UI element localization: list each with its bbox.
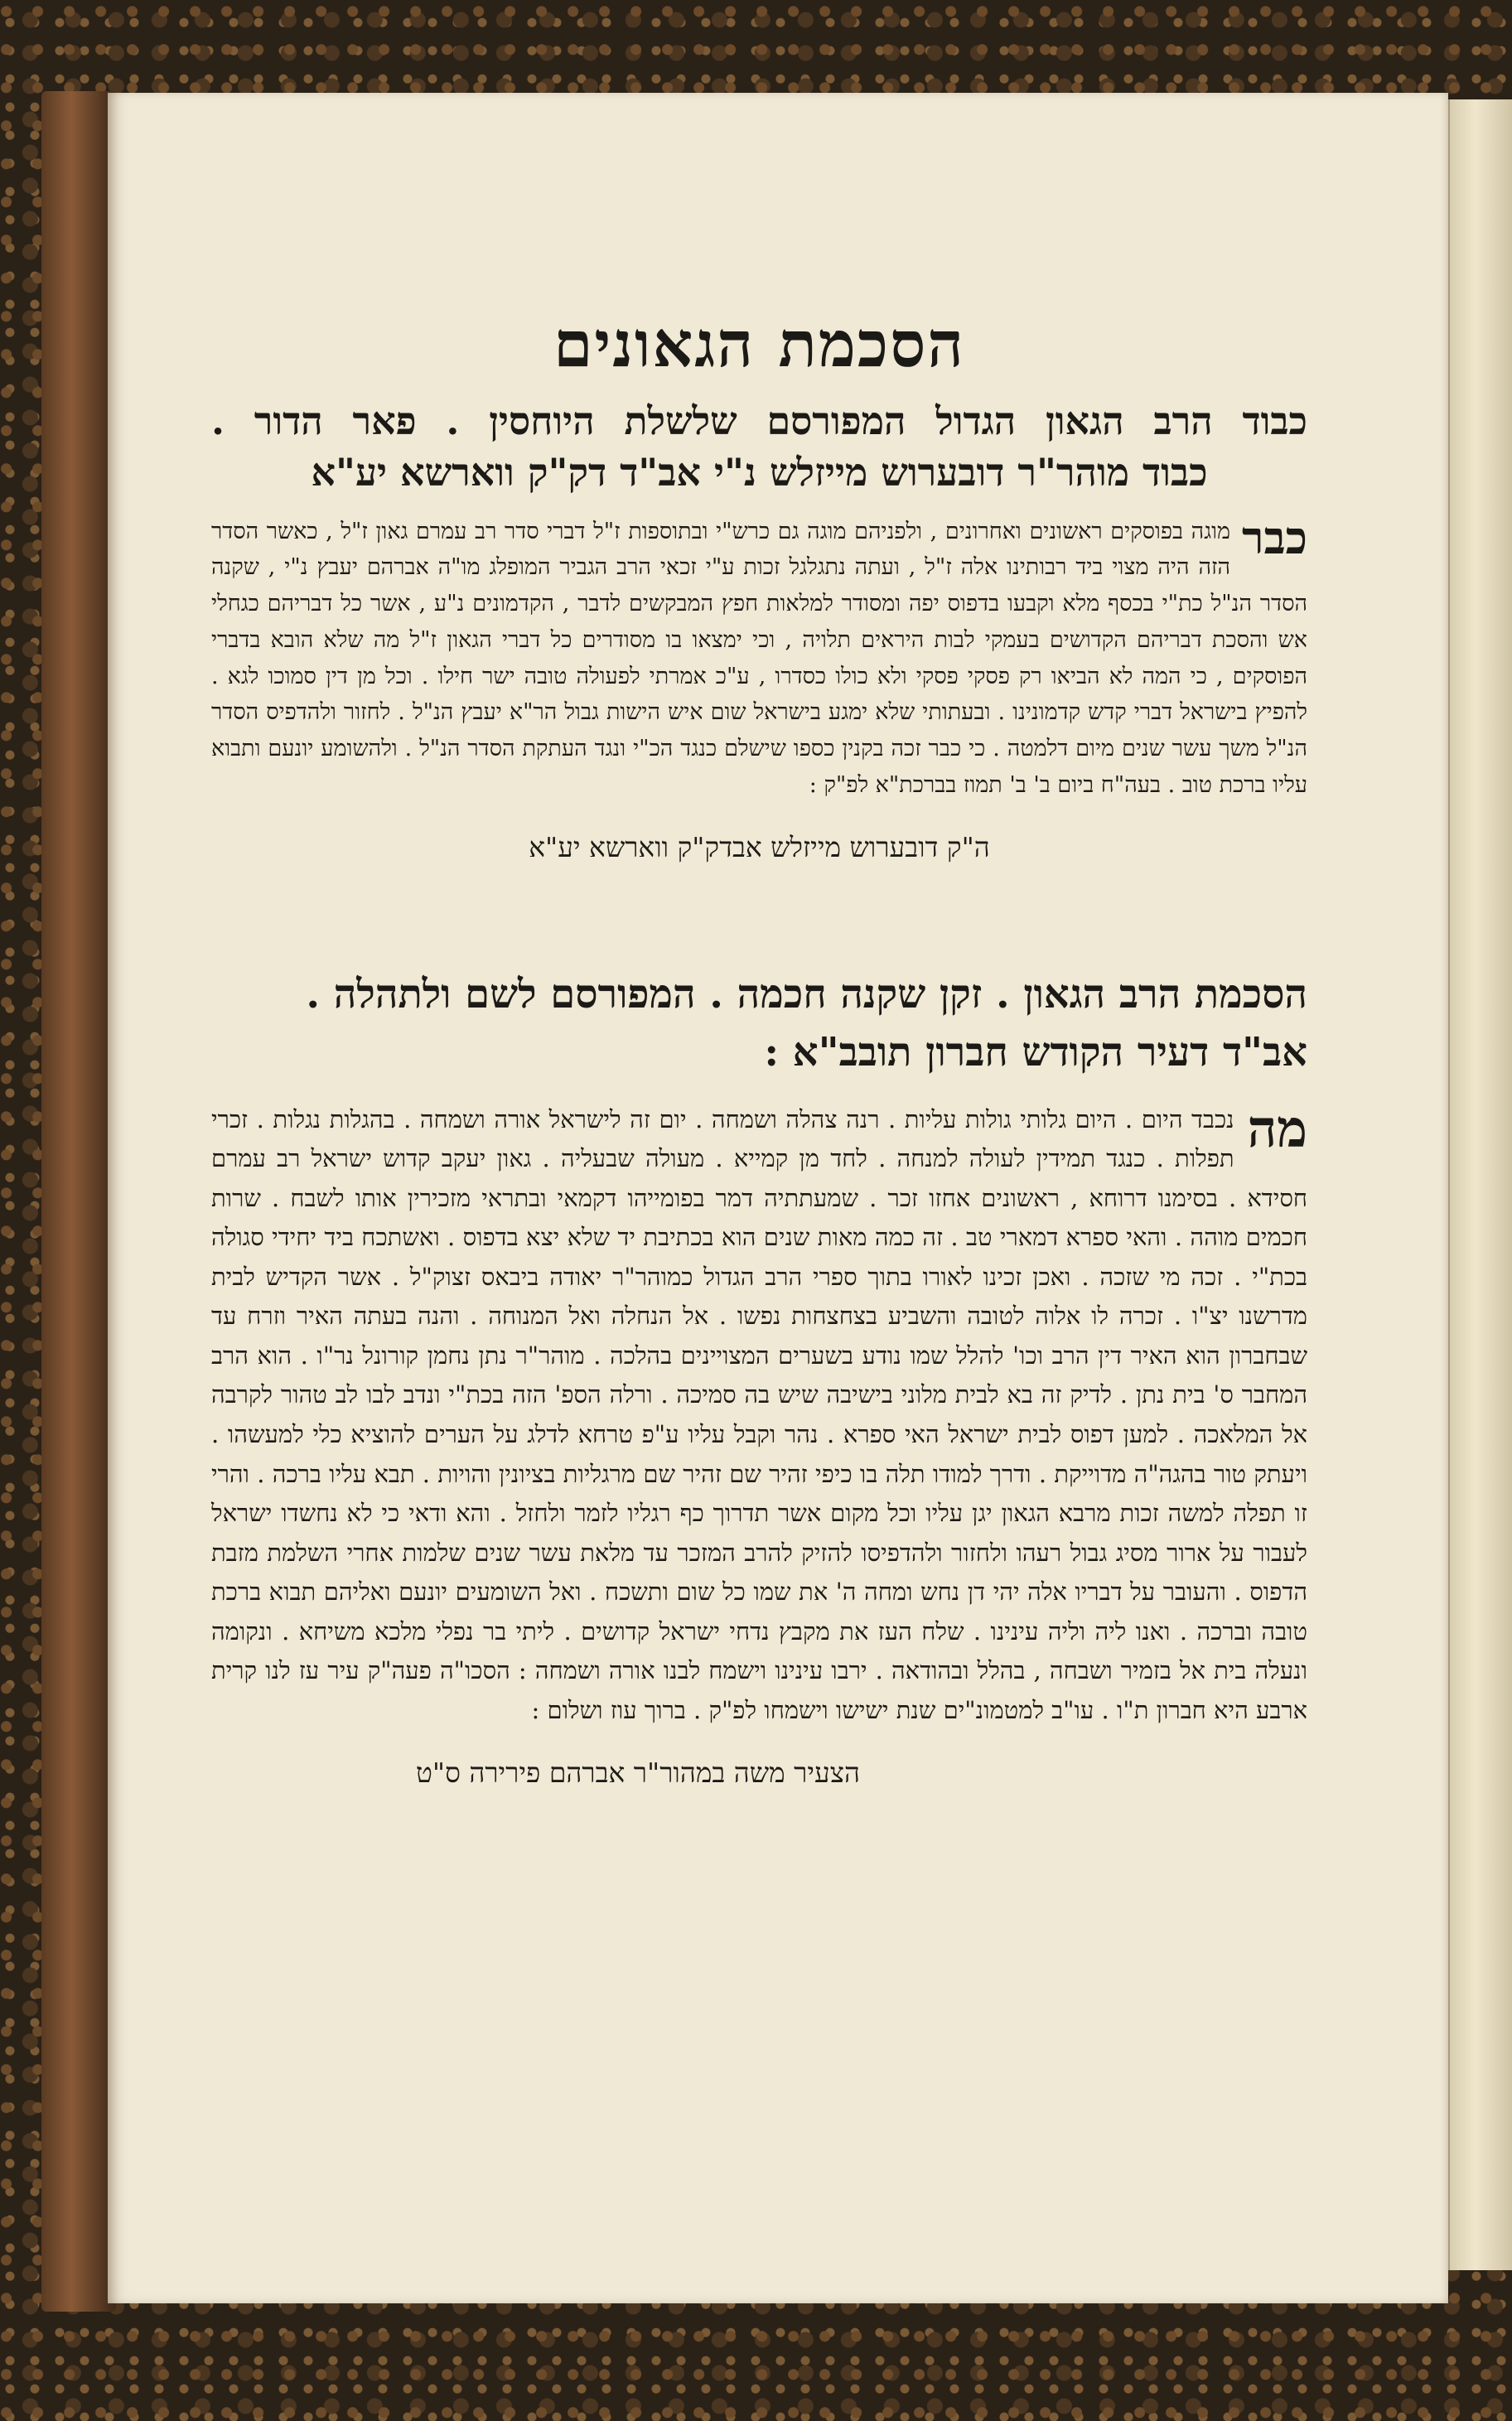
facing-page-edge [1448,99,1512,2270]
section-spacer [211,892,1307,966]
approbation-2-signature: הצעיר משה במהור"ר אברהם פירירה ס"ט [415,1757,860,1790]
approbation-1-signature: ה"ק דובערוש מייזלש אבדק"ק ווארשא יע"א [529,831,990,864]
approbation-2 [211,966,1307,1790]
approbation-2-text: נכבד היום . היום גלותי גולות עליות . רנה צהלה ושמחה . יום זה לישראל אורה ושמחה . בהגלות נגלות . זכרי תפלות . כנגד תמידין לעולה למנחה . לחד מן קמייא . מעולה שבעליה . גאון יעקב קדוש ישראל רב עמרם חסידא . בסימנו דרוחא , ראשונים אחזו זכר . שמעתתיה דמר בפומייהו דקמאי ובתראי מזכירין אותו לשבח . שרות חכמים מוהה . והאי ספרא דמארי טב . זה כמה מאות שנים הוא בכתיבת יד שלא יצא בדפוס . ואשתכח ביד יחידי סגולה בכת"י . זכה מי שזכה . ואכן זכינו לאורו בתוך ספרי הרב הגדול כמוהר"ר יאודה ביבאס זצוק"ל . אשר הקדיש לבית מדרשנו יצ"ו . זכרה לו אלוה לטובה והשביע בצחצחות נפשו . אל הנחלה ואל המנוחה . והנה בעתה האיר וזרח עד שבחברון הוא האיר דין הרב וכו' להלל שמו נודע בשערים המצויינים בהלכה . מוהר"ר נתן נחמן קורונל נר"ו . הוא הרב המחבר ס' בית נתן . לדיק זה בא לבית מלוני בישיבה שיש בה סמיכה . ורלה הספ' הזה בכת"י ונדב לבו לב טהור לקרבה אל המלאכה . למען דפוס לבית ישראל האי ספרא . נהר וקבל עליו ע"פ טרחא לדלג על הערים להוציא כלי למעשהו . ויעתק טור בהגה"ה מדוייקת . ודרך למודו תלה בו כיפי זהיר שם זהיר שם מרגליות בציונין והויות . תבא עליו ברכה . והרי זו תפלה למשה זכות מרבא הגאון יגן עליו וכל מקום אשר תדרוך כף רגליו לזמר ולחזל . והא ודאי כי לא נחשדו ישראל לעבור על ארור מסיג גבול רעהו ולחזור ולהדפיסו להזיק להרב המזכר עד מלאת עשר שנים שלמות אחרי השלמת מזבת הדפוס . והעובר על דבריו אלה יהי דן נחש ומחה ה' את שמו כל שום ותשכח . ואל השומעים יונעם ואליהם תבוא ברכת טובה וברכה . ואנו ליה וליה עינינו . שלח העז את מקבץ נדחי ישראל קדושים . ליתי בר נפלי מלכא משיחא . ונקומה ונעלה בית אל בזמיר ושבחה , בהלל ובהודאה . ירבו עינינו וישמח לבנו אורה ושמחה : הסכו"ה פעה"ק עיר עז לנו קרית ארבע היא חברון ת"ו . עו"ב למטמונ"ים שנת ישישו וישמחו לפ"ק . ברוך עוז ושלום : [211,1104,1307,1724]
cover-spine [41,91,116,2312]
approbation-1-lead-word: כבר [1242,510,1307,564]
approbation-1-heading-line1: כבוד הרב הגאון הגדול המפורסם שלשלת היוחסין . פאר הדור . [211,399,1307,444]
approbation-2-heading-line1: הסכמת הרב הגאון . זקן שקנה חכמה . המפורסם לשם ולתהלה . [306,971,1307,1018]
approbation-1-heading-line2: כבוד מוהר"ר דובערוש מייזלש נ"י אב"ד דק"ק ווארשא יע"א [311,450,1208,495]
approbation-1 [211,395,1307,864]
approbation-2-body [211,1100,1307,1731]
page-content [211,308,1307,1817]
approbation-1-body [211,510,1307,804]
book-page [108,93,1448,2303]
page-title: הסכמת הגאונים [553,307,966,381]
approbation-1-text: מוגה בפוסקים ראשונים ואחרונים , ולפניהם מוגה גם כרש"י ובתוספות ז"ל דברי סדר רב עמרם גאון ז"ל , כאשר הסדר הזה היה מצוי ביד רבותינו אלה ז"ל , ועתה נתגלגל זכות ע"י זכאי הרב הגביר המופלג מו"ה אברהם יעבץ נ"י , שקנה הסדר הנ"ל כת"י בכסף מלא וקבעו בדפוס יפה ומסודר למלאות חפץ המבקשים לדבר , הקדמונים נ"ע , אשר כל דבריהם כגחלי אש והסכת דבריהם הקדושים בעמקי לבות היראים תלויה , וכי ימצאו בו מסודרים כל דברי הגאון ז"ל מה שלא הובא בדברי הפוסקים , כי המה לא הביאו רק פסקי פסקי ולא כולו כסדרו , ע"כ אמרתי לפעולה טובה ישר חילו . וכל מן דין סמוכו לגא . להפיץ בישראל דברי קדש קדמונינו . ובעתותי שלא ימגע בישראל שום איש הישות גבול הר"א יעבץ הנ"ל . לחזור ולהדפיס הסדר הנ"ל משך עשר שנים מיום דלמטה . כי כבר זכה בקנין כספו שישלם כנגד הכ"י ונגד העתקת הסדר הנ"ל . ולהשומע יונעם ותבוא עליו ברכת טוב . בעה"ח ביום ב' ב' תמוז בברכת"א לפ"ק : [211,518,1307,798]
approbation-2-lead-word: מה [1247,1098,1307,1159]
approbation-2-heading-line2: אב"ד דעיר הקודש חברון תובב"א : [764,1029,1307,1076]
